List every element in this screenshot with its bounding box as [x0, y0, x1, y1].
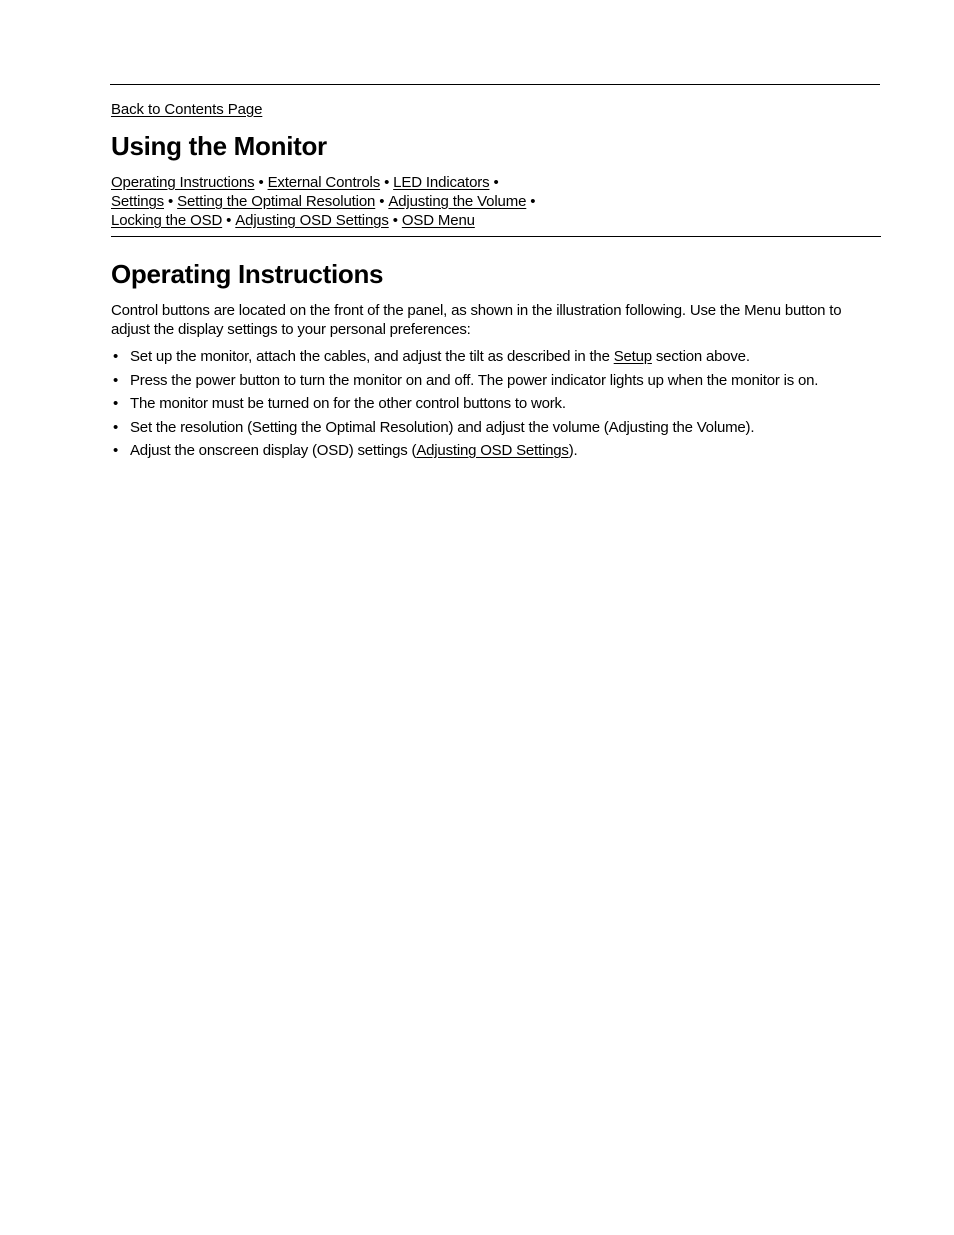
nav-line-1	[111, 173, 881, 192]
nav-link-external-controls[interactable]: External Controls	[267, 174, 381, 191]
section-title: Operating Instructions	[111, 259, 384, 289]
nav-separator: •	[258, 174, 264, 191]
bullet-icon: •	[113, 348, 119, 365]
nav-link-adjusting-volume[interactable]: Adjusting the Volume	[388, 193, 527, 210]
nav-separator: •	[392, 212, 398, 229]
nav-separator: •	[379, 193, 385, 210]
list-item-text: Set up the monitor, attach the cables, and adjust the tilt as described in the	[130, 348, 614, 365]
adjusting-osd-settings-link[interactable]: Adjusting OSD Settings	[416, 442, 569, 459]
list-item-text: Press the power button to turn the monitor on and off. The power indicator lights up when the monitor is on.	[130, 371, 819, 389]
nav-link-setting-optimal-resolution[interactable]: Setting the Optimal Resolution	[177, 193, 376, 210]
intro-paragraph: Control buttons are located on the front of the panel, as shown in the illustration following. Use the Menu button to adjust the display settings to your personal preferences:	[111, 302, 842, 338]
list-item	[111, 394, 881, 413]
list-item-text: Adjust the onscreen display (OSD) settings (	[130, 442, 417, 459]
nav-link-led-indicators[interactable]: LED Indicators	[393, 174, 490, 191]
document-page	[111, 84, 881, 465]
nav-separator: •	[226, 212, 232, 229]
nav-separator: •	[530, 193, 536, 210]
list-item-text: Set the resolution (Setting the Optimal Resolution) and adjust the volume (Adjusting the Volume).	[130, 418, 755, 436]
list-item	[111, 347, 881, 366]
bullet-icon: •	[113, 418, 119, 436]
nav-link-settings[interactable]: Settings	[111, 193, 164, 210]
list-item-text: ).	[568, 442, 578, 459]
back-to-contents-link[interactable]: Back to Contents Page	[111, 101, 263, 118]
nav-link-operating-instructions[interactable]: Operating Instructions	[111, 174, 255, 191]
page-title: Using the Monitor	[111, 131, 327, 161]
nav-separator: •	[493, 174, 499, 191]
bullet-icon: •	[113, 395, 119, 412]
section-nav	[111, 173, 881, 230]
list-item	[111, 418, 881, 437]
nav-separator: •	[384, 174, 390, 191]
nav-separator: •	[168, 193, 174, 210]
nav-line-2	[111, 192, 881, 211]
list-item-text: section above.	[651, 348, 750, 365]
nav-link-adjusting-osd-settings[interactable]: Adjusting OSD Settings	[235, 212, 389, 229]
list-item	[111, 371, 881, 390]
list-item-text: The monitor must be turned on for the other control buttons to work.	[130, 395, 566, 412]
setup-link[interactable]: Setup	[613, 348, 652, 365]
section-divider	[111, 236, 881, 237]
nav-link-locking-osd[interactable]: Locking the OSD	[111, 212, 223, 229]
nav-line-3	[111, 211, 881, 230]
list-item	[111, 441, 881, 460]
nav-link-osd-menu[interactable]: OSD Menu	[401, 212, 475, 229]
top-divider	[110, 84, 880, 85]
bullet-icon: •	[113, 442, 119, 459]
bullet-icon: •	[113, 371, 119, 389]
instruction-list	[111, 347, 881, 460]
